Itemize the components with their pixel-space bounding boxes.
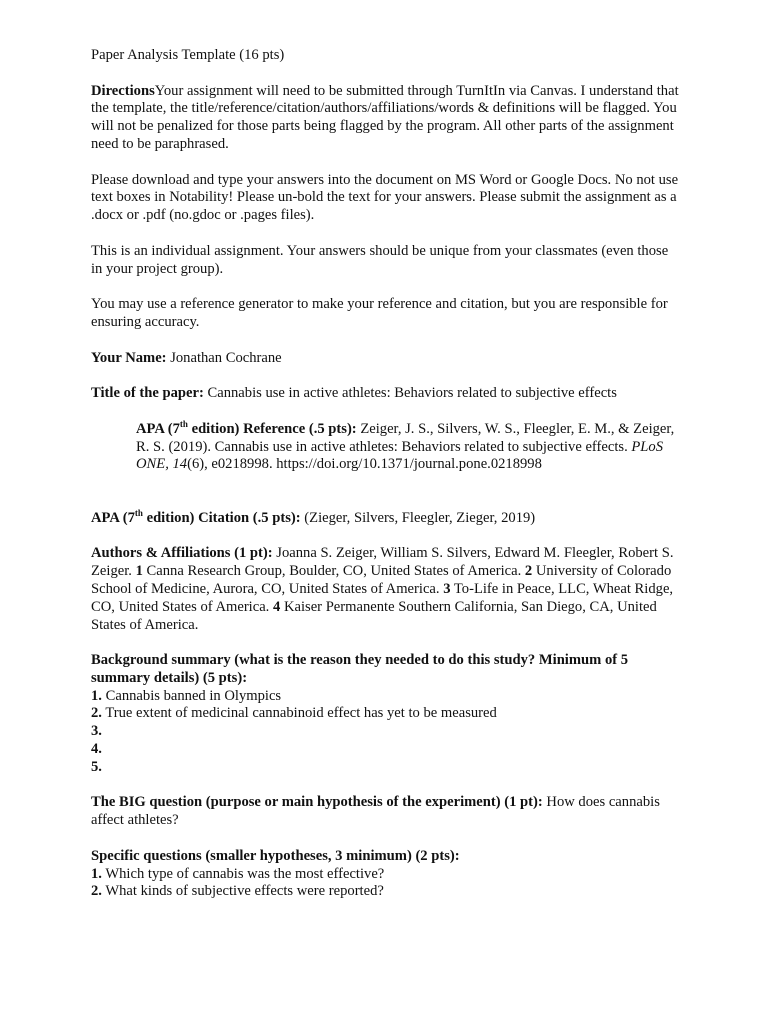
big-question-value: How does cannabis affect athletes? xyxy=(91,794,660,829)
background-label xyxy=(91,652,683,688)
name-line xyxy=(91,350,683,368)
list-item xyxy=(91,759,683,777)
instructions-format: Please download and type your answers into the document on MS Word or Google Docs. No not use text boxes in Notability! Please un-bold the text for your answers. Please submit the assignment as a .docx or .pdf (no.gdoc or .pages files). xyxy=(91,171,679,224)
reference-text-2: (6), e0218998. https://doi.org/10.1371/journal.pone.0218998 xyxy=(187,456,542,473)
list-item-num: 3. xyxy=(91,723,102,740)
reference-label xyxy=(136,418,357,437)
authors-paragraph xyxy=(91,545,683,634)
paper-title-value: Cannabis use in active athletes: Behaviors related to subjective effects xyxy=(207,385,617,402)
list-item xyxy=(91,723,683,741)
citation-label-sup: th xyxy=(134,507,143,518)
instructions-individual: This is an individual assignment. Your answers should be unique from your classmates (even those in your project group). xyxy=(91,242,669,277)
list-item-num: 2. xyxy=(91,705,102,722)
list-item xyxy=(91,705,683,723)
affiliation-num: 4 xyxy=(273,598,281,615)
document-page xyxy=(91,47,683,901)
specific-questions-label xyxy=(91,848,683,866)
document-title: Paper Analysis Template (16 pts) xyxy=(91,47,285,63)
list-item-num: 2. xyxy=(91,883,102,900)
name-label: Your Name: xyxy=(91,349,167,366)
list-item xyxy=(91,866,683,884)
citation-label xyxy=(91,507,301,526)
directions-paragraph xyxy=(91,83,683,154)
affiliation-num: 3 xyxy=(443,580,451,597)
list-item-text: What kinds of subjective effects were reported? xyxy=(105,883,384,900)
list-item-num: 4. xyxy=(91,741,102,758)
list-item xyxy=(91,883,683,901)
reference-paragraph xyxy=(91,418,683,474)
background-label-text: Background summary (what is the reason they needed to do this study? Minimum of 5 summary details) (5 pts): xyxy=(91,652,629,686)
list-item-num: 1. xyxy=(91,865,102,882)
big-question-paragraph xyxy=(91,794,683,830)
list-item-text: Cannabis banned in Olympics xyxy=(105,687,282,704)
citation-line xyxy=(91,507,683,528)
directions-text: Your assignment will need to be submitted through TurnItIn via Canvas. I understand that the template, the title/reference/citation/authors/affiliations/words & definitions will be flagged. You will not be penalized for those parts being flagged by the program. All other parts of the assignment need to be paraphrased. xyxy=(91,82,679,152)
authors-names: Joanna S. Zeiger, William S. Silvers, Edward M. Fleegler, Robert S. Zeiger. xyxy=(91,545,674,580)
reference-label-post: edition) Reference (.5 pts): xyxy=(187,420,357,437)
affiliation-text: Canna Research Group, Boulder, CO, United States of America. xyxy=(146,563,522,580)
affiliation-num: 1 xyxy=(135,563,143,580)
directions-label: Directions xyxy=(91,82,155,99)
affiliation-num: 2 xyxy=(524,563,533,580)
specific-questions-label-text: Specific questions (smaller hypotheses, 3 minimum) (2 pts): xyxy=(91,847,460,864)
reference-journal: PLoS ONE, 14 xyxy=(136,438,664,473)
name-value: Jonathan Cochrane xyxy=(170,349,282,366)
list-item xyxy=(91,688,683,706)
citation-value: (Zieger, Silvers, Fleegler, Zieger, 2019) xyxy=(304,509,536,526)
citation-label-pre: APA (7 xyxy=(91,509,135,526)
reference-label-sup: th xyxy=(179,418,188,429)
affiliation-text: To-Life in Peace, LLC, Wheat Ridge, CO, United States of America. xyxy=(91,580,674,615)
list-item-text: True extent of medicinal cannabinoid effect has yet to be measured xyxy=(105,705,497,722)
paper-title-label: Title of the paper: xyxy=(91,385,204,402)
list-item-text: Which type of cannabis was the most effective? xyxy=(105,865,385,882)
list-item-num: 1. xyxy=(91,687,102,704)
affiliation-text: University of Colorado School of Medicine, Aurora, CO, United States of America. xyxy=(91,563,672,597)
list-item-num: 5. xyxy=(91,758,102,775)
authors-label: Authors & Affiliations (1 pt): xyxy=(91,545,273,562)
big-question-label: The BIG question (purpose or main hypothesis of the experiment) (1 pt): xyxy=(91,794,543,811)
citation-label-post: edition) Citation (.5 pts): xyxy=(142,509,301,526)
reference-label-pre: APA (7 xyxy=(136,420,180,437)
list-item xyxy=(91,741,683,759)
affiliation-text: Kaiser Permanente Southern California, San Diego, CA, United States of America. xyxy=(91,598,657,633)
paper-title-line xyxy=(91,385,683,403)
instructions-reference-generator: You may use a reference generator to make your reference and citation, but you are responsible for ensuring accuracy. xyxy=(91,296,668,330)
reference-text-1: Zeiger, J. S., Silvers, W. S., Fleegler, E. M., & Zeiger, R. S. (2019). Cannabis use in active athletes: Behaviors related to subjective effects. xyxy=(136,420,675,455)
